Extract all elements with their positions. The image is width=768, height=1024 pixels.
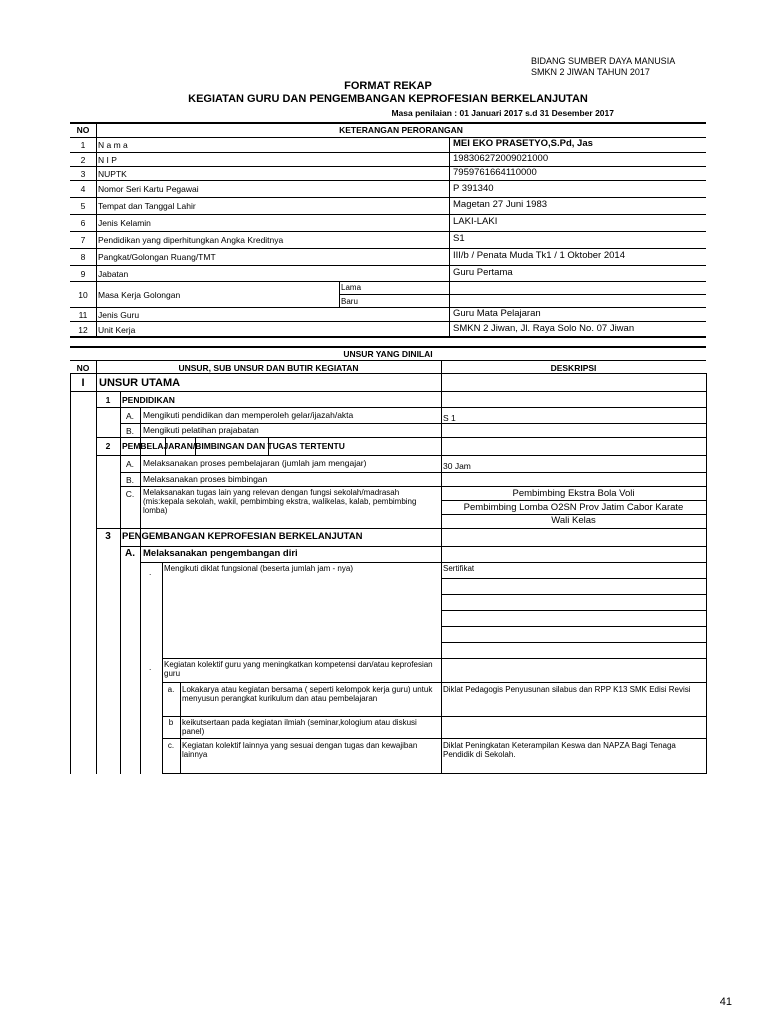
row-no: 10 [78, 290, 88, 300]
assessment-col-desc: DESKRIPSI [550, 363, 597, 373]
s2-c-desc-1: Pembimbing Ekstra Bola Voli [512, 488, 635, 499]
row-value-ttl: Magetan 27 Juni 1983 [453, 199, 548, 210]
s3-a-label: Melaksanakan pengembangan diri [143, 548, 298, 559]
service-old-label: Lama [341, 283, 362, 292]
personal-col-title: KETERANGAN PERORANGAN [339, 125, 463, 135]
service-new-label: Baru [341, 297, 358, 306]
s2-a-desc: 30 Jam [443, 461, 471, 471]
s3-a2c-text: Kegiatan kolektif lainnya yang sesuai dengan tugas dan kewajiban lainnya [182, 741, 418, 759]
row-value-position: Guru Pertama [453, 267, 513, 278]
section-3-no: 3 [105, 531, 111, 542]
s2-a-text: Melaksanakan proses pembelajaran (jumlah jam mengajar) [143, 458, 367, 468]
department-label: BIDANG SUMBER DAYA MANUSIA [531, 56, 676, 66]
row-label-position: Jabatan [98, 269, 129, 279]
row-label-education: Pendidikan yang diperhitungkan Angka Kreditnya [98, 235, 284, 245]
item-letter: A. [125, 548, 135, 559]
doc-title: FORMAT REKAP [344, 80, 432, 92]
section-1-label: PENDIDIKAN [122, 395, 175, 405]
item-letter: A. [125, 411, 135, 421]
row-no: 7 [80, 235, 86, 245]
page-number: 41 [719, 996, 732, 1008]
row-value-education: S1 [453, 233, 465, 244]
row-no: 3 [80, 169, 86, 179]
row-no: 12 [78, 325, 88, 335]
main-label: UNSUR UTAMA [99, 377, 181, 389]
section-3-label: PENGEMBANGAN KEPROFESIAN BERKELANJUTAN [122, 531, 363, 542]
row-label-nuptk: NUPTK [98, 169, 127, 179]
row-label-ttl: Tempat dan Tanggal Lahir [98, 201, 196, 211]
item-letter: c. [167, 741, 175, 750]
s3-a1-desc: Sertifikat [443, 564, 475, 573]
row-label-unit: Unit Kerja [98, 325, 136, 335]
row-value-karpeg: P 391340 [453, 183, 494, 194]
s1-b-text: Mengikuti pelatihan prajabatan [143, 425, 259, 435]
school-year-label: SMKN 2 JIWAN TAHUN 2017 [531, 67, 650, 77]
row-no: 5 [80, 201, 86, 211]
bullet-dot: . [149, 567, 152, 577]
row-no: 4 [80, 184, 86, 194]
row-label-service: Masa Kerja Golongan [98, 290, 181, 300]
s2-c-desc-2: Pembimbing Lomba O2SN Prov Jatim Cabor Karate [463, 502, 684, 513]
s3-a2b-text: keikutsertaan pada kegiatan ilmiah (seminar,kologium atau diskusi panel) [182, 718, 417, 736]
row-no: 2 [80, 155, 86, 165]
row-value-nip: 198306272009021000 [453, 153, 549, 164]
item-letter: B. [125, 475, 135, 485]
row-no: 1 [80, 140, 86, 150]
main-no: I [81, 377, 85, 389]
section-2-label: PEMBELAJARAN/BIMBINGAN DAN TUGAS TERTENTU [122, 441, 345, 451]
personal-col-no: NO [76, 125, 90, 135]
row-value-nuptk: 7959761664110000 [453, 167, 537, 178]
s2-b-text: Melaksanakan proses bimbingan [143, 474, 268, 484]
item-letter: A. [125, 459, 135, 469]
row-label-nip: N I P [98, 155, 117, 165]
row-value-gender: LAKI-LAKI [453, 216, 498, 227]
assessment-title: UNSUR YANG DINILAI [343, 349, 433, 359]
assessment-period: Masa penilaian : 01 Januari 2017 s.d 31 Desember 2017 [391, 108, 614, 118]
s3-a2-text: Kegiatan kolektif guru yang meningkatkan kompetensi dan/atau keprofesian guru [164, 660, 433, 678]
row-value-nama: MEI EKO PRASETYO,S.Pd, Jas [453, 138, 593, 149]
s1-a-text: Mengikuti pendidikan dan memperoleh gelar/ijazah/akta [143, 410, 354, 420]
assessment-col-no: NO [76, 363, 90, 373]
row-no: 6 [80, 218, 86, 228]
row-label-gender: Jenis Kelamin [98, 218, 151, 228]
item-letter: a. [167, 685, 175, 694]
s2-c-desc-3: Wali Kelas [551, 515, 596, 526]
row-no: 9 [80, 269, 86, 279]
row-no: 8 [80, 252, 86, 262]
s1-a-desc: S 1 [443, 413, 456, 423]
s3-a2a-text: Lokakarya atau kegiatan bersama ( seperti kelompok kerja guru) untuk menyusun perangkat kurikulum dan atau pembelajaran [182, 685, 433, 703]
item-letter: b [168, 718, 174, 727]
row-no: 11 [78, 310, 88, 320]
row-value-teacher-type: Guru Mata Pelajaran [453, 308, 541, 319]
section-2-no: 2 [105, 441, 111, 451]
bullet-dot: . [149, 662, 152, 672]
row-label-karpeg: Nomor Seri Kartu Pegawai [98, 184, 199, 194]
row-value-rank: III/b / Penata Muda Tk1 / 1 Oktober 2014 [453, 250, 625, 261]
doc-subtitle: KEGIATAN GURU DAN PENGEMBANGAN KEPROFESIAN BERKELANJUTAN [188, 93, 588, 105]
row-label-nama: N a m a [98, 140, 128, 150]
assessment-col-unsur: UNSUR, SUB UNSUR DAN BUTIR KEGIATAN [178, 363, 359, 373]
row-label-rank: Pangkat/Golongan Ruang/TMT [98, 252, 216, 262]
item-letter: B. [125, 426, 135, 436]
item-letter: C. [125, 489, 135, 499]
s3-a1-text: Mengikuti diklat fungsional (beserta jumlah jam - nya) [164, 564, 353, 573]
row-value-unit: SMKN 2 Jiwan, Jl. Raya Solo No. 07 Jiwan [453, 323, 635, 334]
row-label-teacher-type: Jenis Guru [98, 310, 140, 320]
s3-a2a-desc: Diklat Pedagogis Penyusunan silabus dan RPP K13 SMK Edisi Revisi [443, 685, 691, 694]
s3-a2c-desc: Diklat Peningkatan Keterampilan Keswa dan NAPZA Bagi Tenaga Pendidik di Sekolah. [443, 741, 676, 759]
s2-c-text: Melaksanakan tugas lain yang relevan dengan fungsi sekolah/madrasah (mis:kepala sekolah, wakil, pembimbing ekstra, walikelas, kalab, pembimbing lomba) [143, 488, 417, 515]
section-1-no: 1 [105, 395, 111, 405]
